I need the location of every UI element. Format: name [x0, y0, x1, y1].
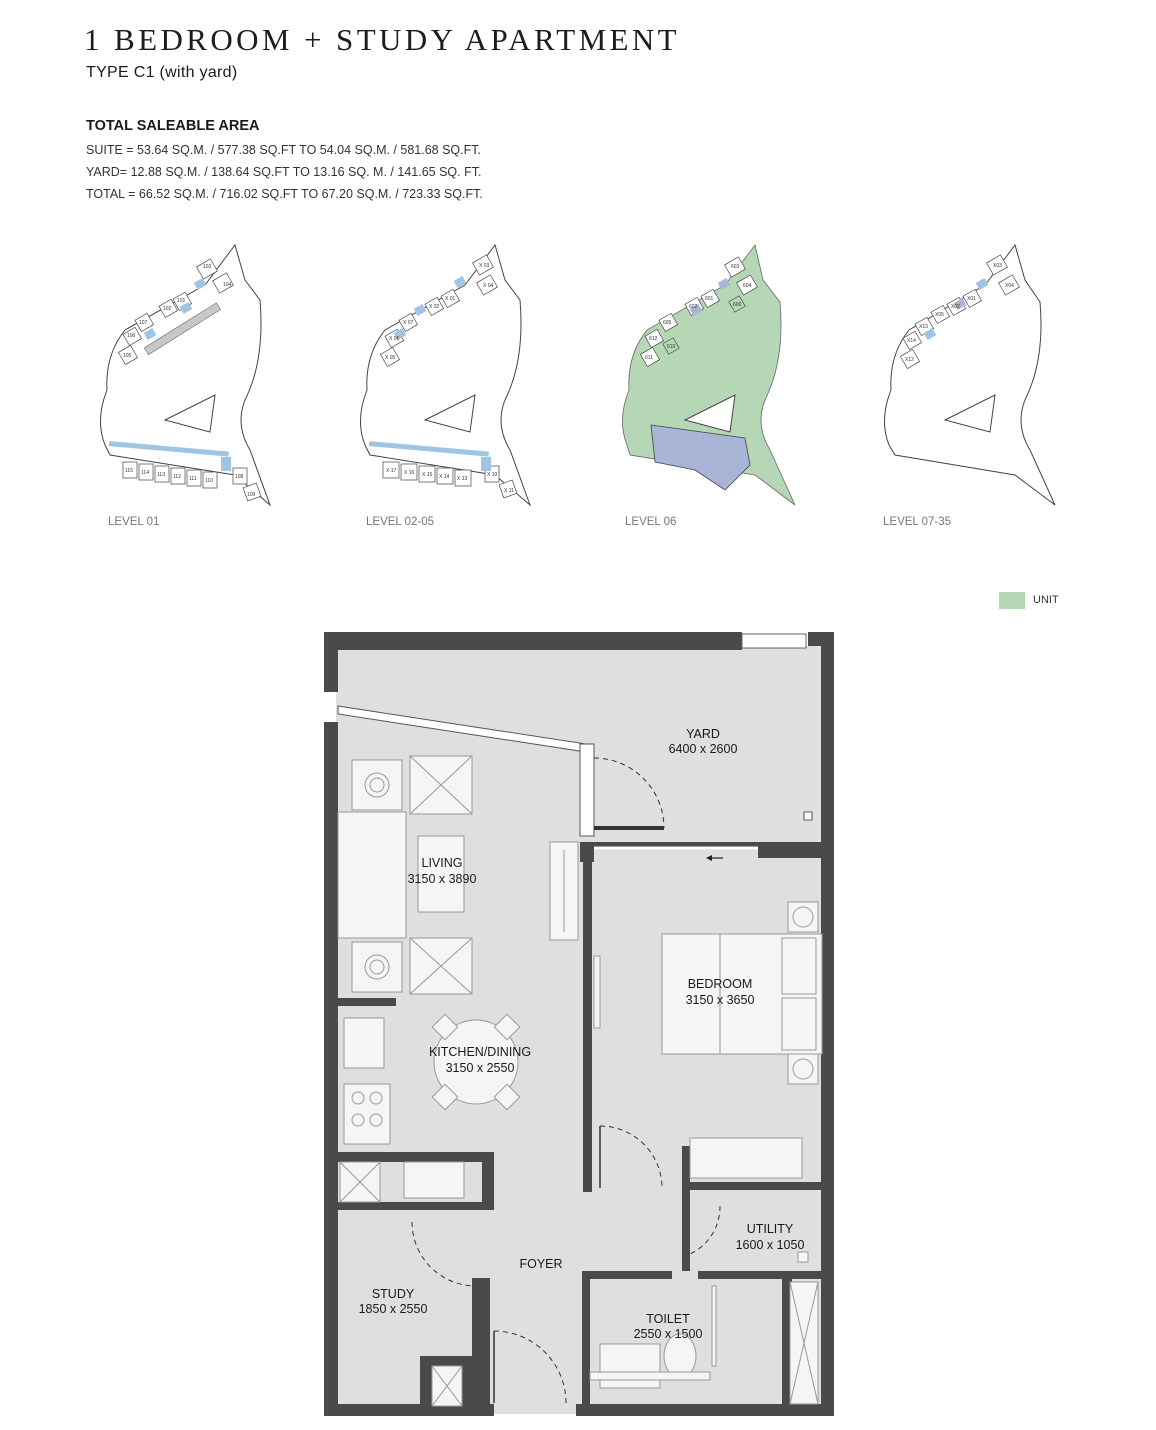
svg-text:102: 102: [163, 306, 172, 312]
yard-area-line: YARD= 12.88 SQ.M. / 138.64 SQ.FT TO 13.16 SQ. M. / 141.65 SQ. FT.: [86, 165, 482, 179]
room-living-dims: 3150 x 3890: [407, 872, 477, 886]
room-study-name: STUDY: [371, 1287, 415, 1301]
svg-text:X 13: X 13: [457, 476, 468, 482]
room-living-name: LIVING: [421, 856, 463, 870]
svg-text:X 05: X 05: [385, 355, 396, 361]
legend-unit-label: UNIT: [1033, 594, 1059, 606]
svg-text:112: 112: [173, 474, 181, 480]
svg-text:108: 108: [235, 474, 244, 480]
svg-text:601: 601: [705, 296, 714, 302]
svg-text:X 10: X 10: [487, 472, 498, 478]
svg-text:X02: X02: [951, 304, 960, 310]
svg-text:606: 606: [733, 302, 742, 308]
legend-unit-swatch: [999, 592, 1025, 609]
room-bedroom-name: BEDROOM: [687, 977, 753, 991]
key-plan-level-01: [95, 240, 285, 512]
svg-text:603: 603: [731, 264, 740, 270]
key-plan-level-02-05: [355, 240, 545, 512]
page-title: 1 BEDROOM + STUDY APARTMENT: [84, 22, 681, 57]
room-yard-name: YARD: [686, 727, 720, 741]
svg-text:104: 104: [223, 282, 232, 288]
room-kitchen-dims: 3150 x 2550: [445, 1061, 515, 1075]
svg-text:111: 111: [189, 476, 197, 482]
floor-plan: [318, 626, 840, 1422]
svg-text:X 02: X 02: [429, 304, 440, 310]
svg-text:109: 109: [247, 492, 256, 498]
svg-text:X03: X03: [993, 263, 1002, 269]
svg-text:105: 105: [123, 353, 132, 359]
suite-area-line: SUITE = 53.64 SQ.M. / 577.38 SQ.FT TO 54.04 SQ.M. / 581.68 SQ.FT.: [86, 143, 481, 157]
svg-text:X 03: X 03: [479, 263, 490, 269]
svg-text:106: 106: [127, 333, 136, 339]
key-plan-label-level-02-05: LEVEL 02-05: [366, 516, 434, 528]
key-plan-level-07-35: [875, 240, 1065, 512]
svg-text:602: 602: [689, 304, 698, 310]
svg-text:115: 115: [125, 468, 133, 474]
svg-text:X 07: X 07: [403, 320, 414, 326]
svg-text:X 15: X 15: [422, 472, 433, 478]
key-plan-label-level-07-35: LEVEL 07-35: [883, 516, 951, 528]
total-area-line: TOTAL = 66.52 SQ.M. / 716.02 SQ.FT TO 67.20 SQ.M. / 723.33 SQ.FT.: [86, 187, 483, 201]
svg-text:X 14: X 14: [439, 474, 450, 480]
svg-text:X 04: X 04: [483, 283, 494, 289]
unit-type-subtitle: TYPE C1 (with yard): [86, 64, 238, 81]
svg-text:103: 103: [203, 264, 212, 270]
svg-text:114: 114: [141, 470, 149, 476]
room-yard-dims: 6400 x 2600: [668, 742, 738, 756]
room-study-dims: 1850 x 2550: [358, 1302, 428, 1316]
svg-text:604: 604: [743, 283, 752, 289]
svg-text:611: 611: [645, 355, 653, 361]
svg-text:X04: X04: [1005, 283, 1014, 289]
key-plan-label-level-01: LEVEL 01: [108, 516, 160, 528]
svg-text:610: 610: [667, 344, 676, 350]
saleable-area-heading: TOTAL SALEABLE AREA: [86, 118, 260, 134]
room-toilet-name: TOILET: [646, 1312, 690, 1326]
svg-text:X05: X05: [935, 312, 944, 318]
room-toilet-dims: 2550 x 1500: [633, 1327, 703, 1341]
svg-text:X01: X01: [967, 296, 976, 302]
svg-text:X 11: X 11: [504, 488, 514, 494]
svg-text:110: 110: [205, 478, 213, 484]
room-utility-name: UTILITY: [746, 1222, 794, 1236]
room-utility-dims: 1600 x 1050: [735, 1238, 805, 1252]
room-kitchen-name: KITCHEN/DINING: [428, 1045, 532, 1059]
svg-text:612: 612: [649, 336, 658, 342]
svg-text:107: 107: [139, 320, 148, 326]
svg-text:101: 101: [177, 298, 186, 304]
svg-text:X 01: X 01: [445, 296, 456, 302]
key-plan-label-level-06: LEVEL 06: [625, 516, 677, 528]
svg-text:X13: X13: [919, 324, 928, 330]
svg-text:X 16: X 16: [404, 470, 415, 476]
svg-text:113: 113: [157, 472, 165, 478]
svg-text:X 06: X 06: [389, 336, 400, 342]
svg-text:X12: X12: [905, 357, 914, 363]
key-plan-level-06: [615, 240, 805, 512]
svg-text:X 17: X 17: [386, 468, 397, 474]
svg-text:605: 605: [663, 320, 672, 326]
room-bedroom-dims: 3150 x 3650: [685, 993, 755, 1007]
svg-text:X14: X14: [907, 338, 916, 344]
room-foyer-name: FOYER: [519, 1257, 563, 1271]
